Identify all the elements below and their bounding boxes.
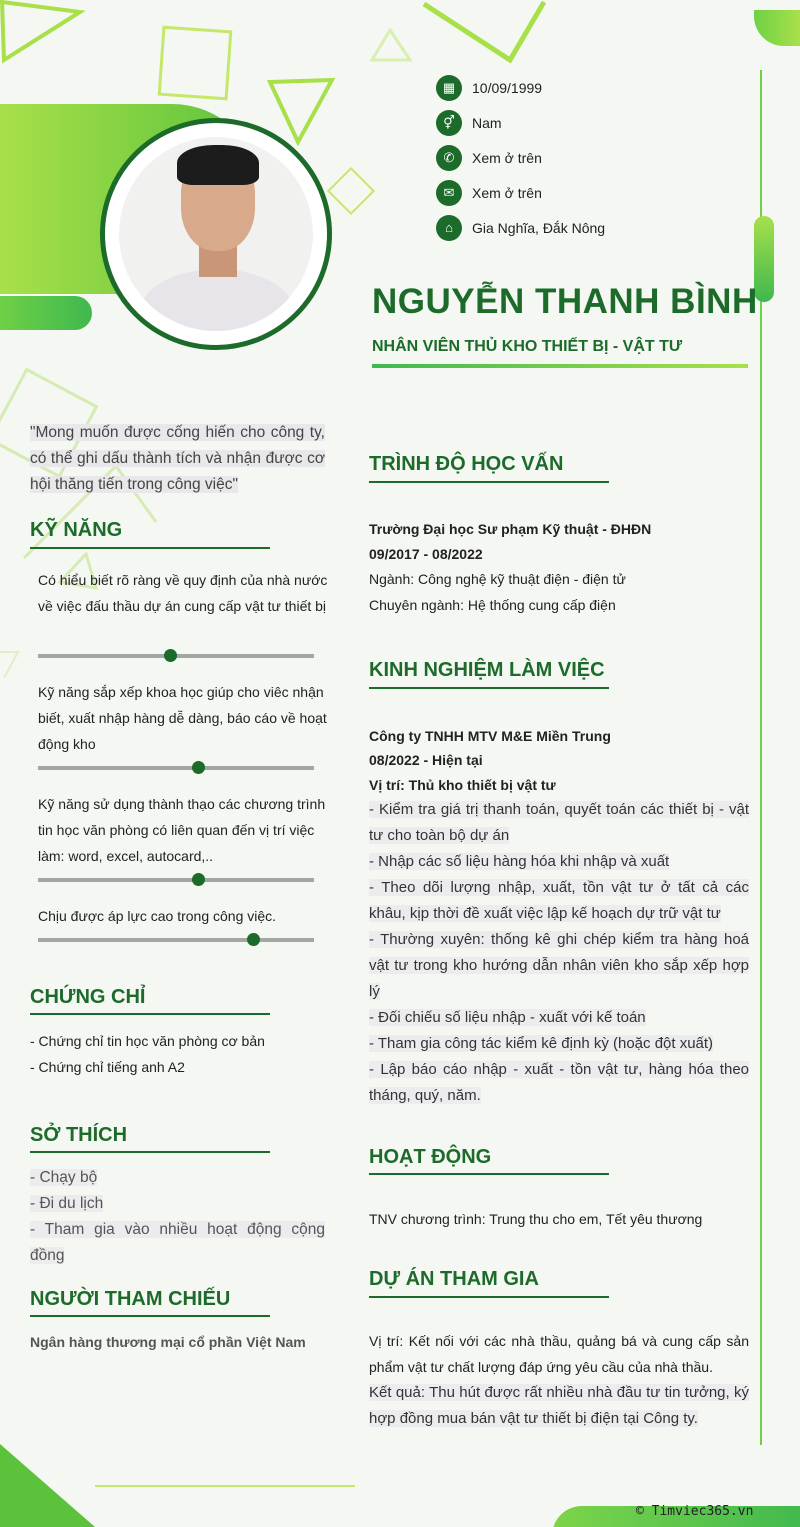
contact-email-row [436,175,605,210]
certificate-item: - Chứng chỉ tin học văn phòng cơ bản [30,1033,265,1049]
duty-text: - Đối chiếu số liệu nhập - xuất với kế toán [369,1009,646,1026]
duty-item [369,849,749,875]
duty-item [369,1031,749,1057]
duty-text: - Lập báo cáo nhập - xuất - tồn vật tư, hàng hóa theo tháng, quý, năm. [369,1061,749,1104]
contact-address-row [436,210,605,245]
project-result-text: Kết quả: Thu hút được rất nhiều nhà đầu tư tin tưởng, ký hợp đồng mua bán vật tư thiết bị điện tại Công ty. [369,1384,749,1427]
skill-bar [38,766,314,770]
job-title-underline [372,364,748,368]
reference-text: Ngân hàng thương mại cổ phần Việt Nam [30,1334,306,1350]
duty-item [369,797,749,849]
duty-item [369,875,749,927]
education-specialization: Chuyên ngành: Hệ thống cung cấp điện [369,597,616,613]
hobbies-heading-line [30,1151,270,1153]
duty-item [369,1057,749,1109]
contact-gender-row [436,105,605,140]
decor-triangle-small [370,28,414,64]
references-heading-line [30,1315,270,1317]
duty-item [369,1005,749,1031]
photo-strip [0,296,92,330]
certificates-heading-line [30,1013,270,1015]
contact-info [436,70,605,245]
skill-level-dot [192,873,205,886]
career-objective [30,420,325,498]
skill-bar [38,938,314,942]
skill-bar [38,654,314,658]
calendar-icon: ▦ [436,75,462,101]
email-icon: ✉ [436,180,462,206]
duty-item [369,927,749,1005]
certificate-item: - Chứng chỉ tiếng anh A2 [30,1059,185,1075]
skill-text: Kỹ năng sử dụng thành thạo các chương trình tin học văn phòng có liên quan đến vị trí việc làm: word, excel, autocard,.. [38,796,326,864]
gender-icon: ⚥ [436,110,462,136]
experience-company: Công ty TNHH MTV M&E Miền Trung [369,728,611,744]
skill-level-dot [164,649,177,662]
decor-triangle-left-small [0,648,22,682]
experience-duties [369,797,749,1109]
job-title: NHÂN VIÊN THỦ KHO THIẾT BỊ - VẬT TƯ [372,338,683,355]
education-heading-line [369,481,609,483]
education-period: 09/2017 - 08/2022 [369,546,483,562]
hobby-text: - Đi du lịch [30,1195,104,1212]
hobby-text: - Chạy bộ [30,1169,98,1186]
experience-heading-line [369,687,609,689]
contact-birthday: 10/09/1999 [472,79,543,96]
duty-text: - Kiểm tra giá trị thanh toán, quyết toán các thiết bị - vật tư cho toàn bộ dự án [369,801,749,844]
activities-text: TNV chương trình: Trung thu cho em, Tết yêu thương [369,1211,703,1227]
profile-photo-frame [100,118,332,350]
references-heading: NGƯỜI THAM CHIẾU [30,1288,231,1310]
education-major: Ngành: Công nghệ kỹ thuật điện - điện tử [369,571,626,587]
footer-brand: © Timviec365.vn [636,1504,754,1519]
skills-heading: KỸ NĂNG [30,519,123,541]
contact-address: Gia Nghĩa, Đắk Nông [472,219,606,236]
hobby-text: - Tham gia vào nhiều hoạt động cộng đồng [30,1221,325,1264]
education-heading: TRÌNH ĐỘ HỌC VẤN [369,453,564,475]
duty-text: - Tham gia công tác kiểm kê định kỳ (hoặc đột xuất) [369,1035,714,1052]
contact-phone: Xem ở trên [472,149,542,166]
avatar-shirt [139,269,295,331]
candidate-name: NGUYỄN THANH BÌNH [372,282,758,321]
contact-email: Xem ở trên [472,184,542,201]
avatar [119,137,313,331]
skills-heading-line [30,547,270,549]
hobby-item [30,1165,325,1191]
experience-heading: KINH NGHIỆM LÀM VIỆC [369,659,605,681]
certificates-heading: CHỨNG CHỈ [30,986,146,1008]
decor-footer-triangle [0,1444,95,1527]
home-icon: ⌂ [436,215,462,241]
contact-birthday-row [436,70,605,105]
duty-text: - Nhập các số liệu hàng hóa khi nhập và xuất [369,853,670,870]
contact-gender: Nam [472,114,502,131]
decor-corner-top-right [754,10,800,46]
skill-level-dot [192,761,205,774]
decor-diamond [327,167,375,215]
projects-heading: DỰ ÁN THAM GIA [369,1268,539,1290]
project-role: Vị trí: Kết nối với các nhà thầu, quảng bá và cung cấp sản phẩm vật tư chất lượng đáp ứng yêu cầu của nhà thầu. [369,1333,749,1375]
decor-triangle-top-left [0,0,90,70]
career-objective-text: "Mong muốn được cống hiến cho công ty, có thể ghi dấu thành tích và nhận được cơ hội thăng tiến trong công việc" [30,424,325,493]
decor-triangle-top-center [422,0,548,64]
skill-text: Kỹ năng sắp xếp khoa học giúp cho viêc nhận biết, xuất nhập hàng dễ dàng, báo cáo về hoạt động kho [38,684,327,752]
skill-text: Có hiểu biết rõ ràng về quy định của nhà nước về việc đấu thầu dự án cung cấp vật tư thiết bị [38,572,328,614]
activities-heading-line [369,1173,609,1175]
contact-phone-row [436,140,605,175]
skill-level-dot [247,933,260,946]
hobby-item [30,1217,325,1269]
phone-icon: ✆ [436,145,462,171]
hobby-item [30,1191,325,1217]
activities-heading: HOẠT ĐỘNG [369,1146,492,1168]
education-school: Trường Đại học Sư phạm Kỹ thuật - ĐHĐN [369,521,652,537]
decor-footer-line [95,1485,355,1487]
projects-heading-line [369,1296,609,1298]
hobbies-heading: SỞ THÍCH [30,1124,128,1146]
skill-text: Chịu được áp lực cao trong công việc. [38,908,277,924]
decor-square-top [158,26,233,101]
experience-role: Vị trí: Thủ kho thiết bị vật tư [369,777,556,793]
experience-period: 08/2022 - Hiện tại [369,752,483,768]
project-result [369,1380,749,1432]
skill-bar [38,878,314,882]
duty-text: - Thường xuyên: thống kê ghi chép kiểm tra hàng hoá vật tư trong kho hướng dẫn nhân viên kho sắp xếp hợp lý [369,931,749,1000]
avatar-hair [177,145,259,185]
duty-text: - Theo dõi lượng nhập, xuất, tồn vật tư ở tất cả các khâu, kịp thời đề xuất việc lập kế hoạch dự trữ vật tư [369,879,749,922]
